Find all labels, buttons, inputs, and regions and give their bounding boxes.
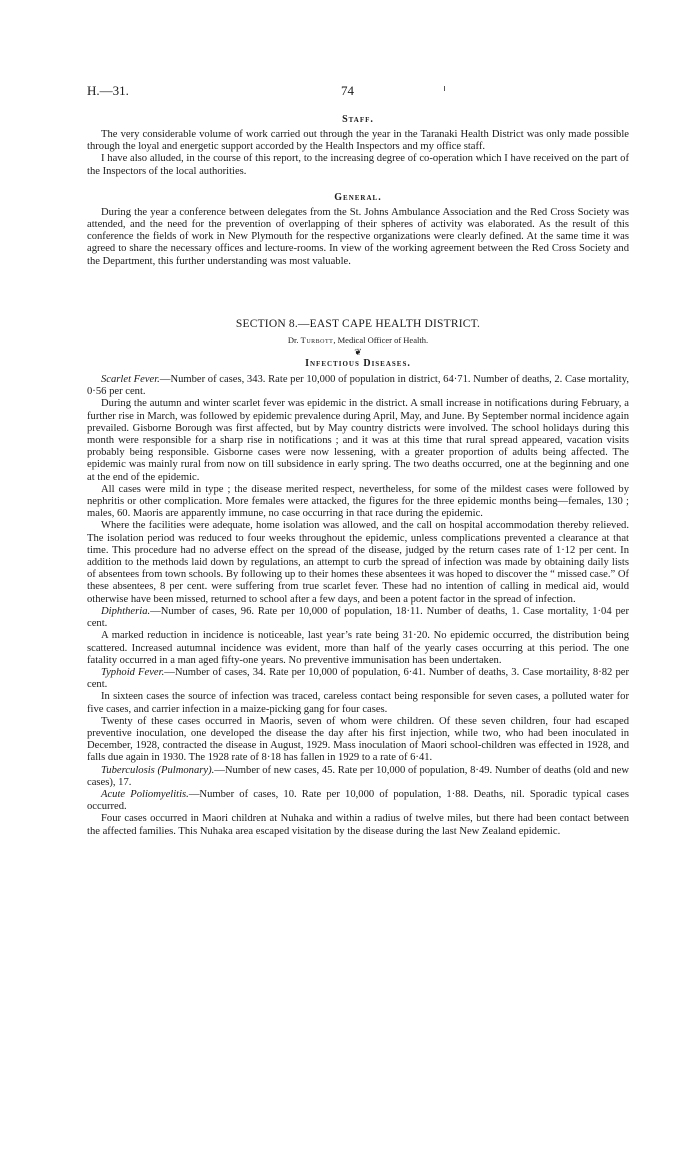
body-paragraph	[87, 520, 629, 605]
body-paragraph	[87, 606, 629, 630]
general-heading: General.	[334, 191, 382, 203]
officer-prefix: Dr.	[287, 334, 299, 345]
paragraph-text: Where the facilities were adequate, home isolation was allowed, and the call on hospital accommodation thereby relieved. The isolation period was reduced to four weeks throughout the epidemic, unless complications prevented a clearance at that time. This procedure had no adverse effect on the spread of the disease, judged by the return cases rate of 1·12 per cent. In addition to the methods laid down by regulations, an attempt to curb the spread of infection was made by obtaining daily lists of absentees from town schools. By following up to their homes these absentees it was hoped to discover the “ missed case.” Of these absentees, 8 per cent. were suffering from true scarlet fever. These had no intention of calling in medical aid, would otherwise have been missed, returned to school after a few days, and been a potent factor in the spread of infection.	[87, 520, 629, 605]
paragraph-text: —Number of cases, 34. Rate per 10,000 of population, 6·41. Number of deaths, 3. Case mortaility, 8·82 per cent.	[87, 666, 629, 691]
body-paragraph	[87, 484, 629, 521]
officer-role: , Medical Officer of Health.	[333, 334, 429, 345]
running-head	[87, 83, 629, 103]
document-page	[87, 83, 629, 838]
general-paragraph-1: During the year a conference between delegates from the St. Johns Ambulance Association and the Red Cross Society was attended, and the need for the prevention of overlapping of their spheres of activity was elaborated. As the result of this conference the fields of work in New Plymouth for the respective organizations were clearly defined. At the same time it was agreed to share the necessary offices and lecture-rooms. In view of the working agreement between the Red Cross Society and the Department, this further understanding was most valuable.	[87, 206, 629, 267]
body-paragraph	[87, 813, 629, 837]
staff-heading: Staff.	[342, 114, 374, 125]
body-paragraph	[87, 374, 629, 398]
paragraph-text: —Number of new cases, 45. Rate per 10,000 of population, 8·49. Number of deaths (old and new cases), 17.	[87, 764, 629, 788]
body-paragraph	[87, 667, 629, 691]
paragraph-text: All cases were mild in type ; the disease merited respect, nevertheless, for some of the mildest cases were followed by nephritis or other complication. More females were attacked, the figures for the three epidemic months being—females, 130 ; males, 60. Maoris are apparently immune, no case occurring in that race during the epidemic.	[87, 483, 629, 520]
paragraph-text: In sixteen cases the source of infection was traced, careless contact being responsible for seven cases, a polluted water for five cases, and carrier infection in a maize-picking gang for four cases.	[87, 691, 629, 715]
document-reference: H.—31.	[87, 83, 129, 98]
paragraph-text: During the autumn and winter scarlet fever was epidemic in the district. A small increase in notifications during February, a further rise in March, was followed by epidemic prevalence during April, May, and June. By September normal incidence again prevailed. Gisborne Borough was first affected, but by May country districts were involved. The school holidays during this month were responsible for a sharp rise in notifications ; and it was at this time that rural spread appeared, vacation visits probably being responsible. Gisborne cases were now lessening, with a greater proportion of adults being affected. The epidemic was mainly rural from now on till subsidence in early spring. The two deaths occurred, one at the beginning and one at the end of the epidemic.	[87, 398, 629, 483]
body-paragraph	[87, 765, 629, 789]
section-title: SECTION 8.—EAST CAPE HEALTH DISTRICT.	[235, 317, 481, 330]
staff-paragraph-1: The very considerable volume of work carried out through the year in the Taranaki Health District was only made possible through the loyal and energetic support accorded by the Health Inspectors and my office staff.	[87, 129, 629, 153]
paragraph-text: Twenty of these cases occurred in Maoris, seven of whom were children. Of these seven children, four had escaped preventive inoculation, one developed the disease the day after his first injection, while two, who had been inoculated in December, 1928, contracted the disease in August, 1929. Mass inoculation of Maori school-children was effected in 1928, and falls due again in 1930. The 1928 rate of 8·18 has fallen in 1929 to a rate of 6·41.	[87, 715, 629, 764]
body-paragraph	[87, 398, 629, 483]
body-paragraph	[87, 691, 629, 715]
disease-title: Diphtheria.	[101, 605, 151, 617]
ornament-icon: ❦	[354, 347, 362, 358]
page-number: 74	[341, 83, 354, 98]
body-paragraph	[87, 630, 629, 667]
staff-paragraph-2: I have also alluded, in the course of this report, to the increasing degree of co-operation which I have received on the part of the Inspectors of the local authorities.	[87, 153, 629, 177]
disease-title: Tuberculosis (Pulmonary).	[101, 764, 215, 776]
body-paragraph	[87, 716, 629, 765]
paragraph-text: A marked reduction in incidence is noticeable, last year’s rate being 31·20. No epidemic occurred, the distribution being scattered. Increased autumnal incidence was evident, more than half of the yearly cases occurring at this period. The one fatality occurred in a man aged fifty-one years. No preventive immunisation has been undertaken.	[87, 630, 629, 666]
infectious-diseases-heading: Infectious Diseases.	[305, 358, 411, 370]
paragraph-text: Four cases occurred in Maori children at Nuhaka and within a radius of twelve miles, but there had been contact between the affected families. This Nuhaka area escaped visitation by the disease during the last New Zealand epidemic.	[87, 813, 629, 837]
paragraph-text: —Number of cases, 10. Rate per 10,000 of population, 1·88. Deaths, nil. Sporadic typical cases occurred.	[87, 788, 629, 813]
officer-name: Turbott	[300, 334, 334, 345]
disease-title: Scarlet Fever.	[101, 374, 160, 386]
disease-title: Acute Poliomyelitis.	[101, 788, 189, 800]
paragraph-text: —Number of cases, 343. Rate per 10,000 of population in district, 64·71. Number of deaths, 2. Case mortality, 0·56 per cent.	[87, 374, 630, 398]
body-paragraph	[87, 789, 629, 813]
paragraph-text: —Number of cases, 96. Rate per 10,000 of population, 18·11. Number of deaths, 1. Case mortality, 1·04 per cent.	[87, 605, 629, 630]
disease-title: Typhoid Fever.	[101, 666, 165, 678]
officer-line	[87, 334, 629, 346]
